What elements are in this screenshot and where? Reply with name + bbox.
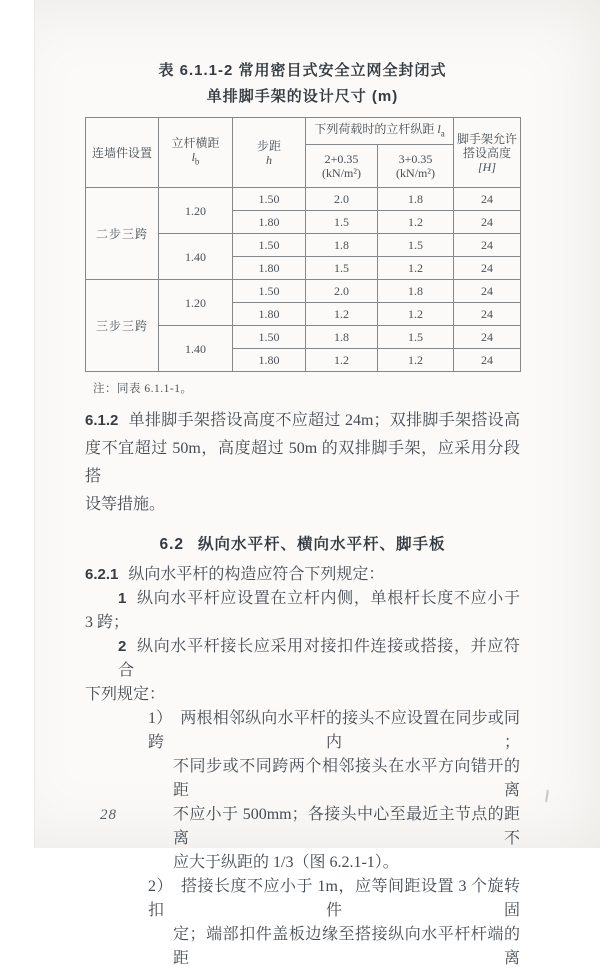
subitem-number: 2） — [148, 878, 174, 895]
design-dimensions-table — [85, 117, 521, 372]
cell-height: 24 — [454, 188, 521, 211]
cell-h: 1.80 — [233, 303, 306, 326]
item-1-line-2: 3 跨； — [85, 614, 130, 631]
table-row — [86, 188, 521, 211]
cell-height: 24 — [454, 349, 521, 372]
header-load-1: 2+0.35 (kN/m²) — [306, 145, 378, 188]
clause-6-2-1 — [85, 563, 520, 971]
cell-height: 24 — [454, 211, 521, 234]
subitem-number: 1） — [148, 710, 173, 727]
cell-la2: 1.5 — [378, 234, 454, 257]
item-2-line-1: 2 纵向水平杆接长应采用对接扣件连接或搭接，并应符合 — [118, 638, 520, 679]
table-header-row-1 — [86, 118, 521, 145]
cell-h: 1.80 — [233, 257, 306, 280]
table-caption — [85, 58, 520, 110]
header-load-2: 3+0.35 (kN/m²) — [378, 145, 454, 188]
cell-la1: 1.8 — [306, 326, 378, 349]
table-row — [86, 280, 521, 303]
cell-h: 1.50 — [233, 326, 306, 349]
clause-6-2-1-intro: 6.2.1 纵向水平杆的构造应符合下列规定： — [85, 566, 385, 583]
subitem-2-line-2: 定；端部扣件盖板边缘至搭接纵向水平杆杆端的距离 — [173, 926, 520, 967]
cell-h: 1.80 — [233, 349, 306, 372]
cell-la2: 1.5 — [378, 326, 454, 349]
cell-la1: 1.5 — [306, 211, 378, 234]
table-caption-line1: 表 6.1.1-2 常用密目式安全立网全封闭式 — [158, 62, 447, 79]
cell-la2: 1.8 — [378, 188, 454, 211]
header-step-distance: 步距 h — [233, 118, 306, 188]
subitem-1-line-1: 1） 两根相邻纵向水平杆的接头不应设置在同步或同跨内； — [148, 710, 520, 751]
clause-6-1-2-line-2: 度不宜超过 50m，高度超过 50m 的双排脚手架，应采用分段搭 — [85, 440, 520, 485]
cell-la2: 1.2 — [378, 211, 454, 234]
clause-number: 6.2.1 — [85, 566, 119, 583]
header-allowable-height: 脚手架允许 搭设高度 [H] — [454, 118, 521, 188]
page-number: 28 — [100, 807, 117, 823]
cell-la2: 1.2 — [378, 257, 454, 280]
cell-h: 1.50 — [233, 188, 306, 211]
cell-lb: 1.40 — [159, 326, 233, 372]
item-1-line-1: 1 纵向水平杆应设置在立杆内侧，单根杆长度不应小于 — [118, 590, 520, 607]
header-transverse-spacing: 立杆横距 $l_b$ — [159, 118, 233, 188]
header-tie-setting: 连墙件设置 — [86, 118, 159, 188]
item-2-line-2: 下列规定： — [85, 686, 166, 703]
section-number: 6.2 — [159, 536, 185, 553]
cell-tie-group-1: 二步三跨 — [86, 188, 159, 280]
cell-lb: 1.40 — [159, 234, 233, 280]
table-note: 注：同表 6.1.1-1。 — [93, 383, 193, 395]
cell-lb: 1.20 — [159, 188, 233, 234]
section-heading-6-2 — [85, 530, 520, 560]
item-number: 2 — [118, 638, 127, 655]
clause-6-1-2-line-3: 设等措施。 — [85, 496, 166, 513]
subitem-2-line-1: 2） 搭接长度不应小于 1m，应等间距设置 3 个旋转扣件固 — [148, 878, 520, 919]
cell-la1: 2.0 — [306, 280, 378, 303]
subitem-1-line-2: 不同步或不同跨两个相邻接头在水平方向错开的距离 — [173, 758, 520, 799]
cell-h: 1.50 — [233, 280, 306, 303]
cell-la2: 1.2 — [378, 303, 454, 326]
page-content — [85, 0, 520, 971]
cell-h: 1.80 — [233, 211, 306, 234]
subitem-1-line-4: 应大于纵距的 1/3（图 6.2.1-1）。 — [173, 854, 399, 871]
cell-tie-group-2: 三步三跨 — [86, 280, 159, 372]
cell-la2: 1.2 — [378, 349, 454, 372]
subitem-1-line-3: 不应小于 500mm；各接头中心至最近主节点的距离不 — [173, 806, 520, 847]
cell-la1: 1.8 — [306, 234, 378, 257]
scan-page-edge — [0, 0, 35, 848]
cell-la1: 2.0 — [306, 188, 378, 211]
clause-6-1-2 — [85, 407, 520, 519]
header-load-group: 下列荷载时的立杆纵距 $l_a$ — [306, 118, 454, 145]
cell-height: 24 — [454, 280, 521, 303]
cell-height: 24 — [454, 326, 521, 349]
table-caption-line2: 单排脚手架的设计尺寸 (m) — [206, 88, 399, 105]
cell-la2: 1.8 — [378, 280, 454, 303]
cell-h: 1.50 — [233, 234, 306, 257]
cell-height: 24 — [454, 303, 521, 326]
item-number: 1 — [118, 590, 127, 607]
clause-6-1-2-line-1: 6.1.2 单排脚手架搭设高度不应超过 24m；双排脚手架搭设高 — [85, 412, 520, 429]
cell-height: 24 — [454, 257, 521, 280]
clause-number: 6.1.2 — [85, 412, 119, 429]
section-title: 纵向水平杆、横向水平杆、脚手板 — [198, 536, 446, 553]
cell-la1: 1.5 — [306, 257, 378, 280]
cell-la1: 1.2 — [306, 303, 378, 326]
scan-artifact — [545, 790, 549, 802]
cell-lb: 1.20 — [159, 280, 233, 326]
cell-height: 24 — [454, 234, 521, 257]
cell-la1: 1.2 — [306, 349, 378, 372]
